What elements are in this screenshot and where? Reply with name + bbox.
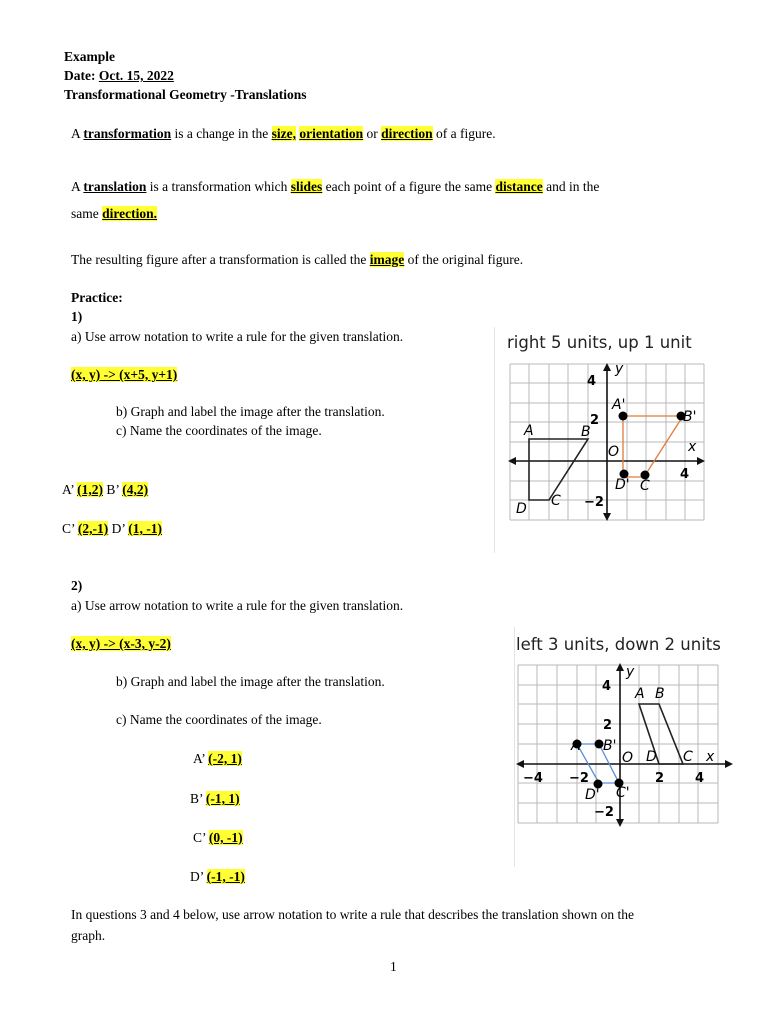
graph-2-label-C: C (683, 749, 693, 765)
graph-2-x-tick-neg4: −4 (523, 771, 543, 786)
graph-1-x-tick-4: 4 (680, 467, 690, 482)
graph-1-plot (495, 327, 719, 553)
graph-2-label-A: A (635, 686, 645, 702)
graph-1-y-tick-4: 4 (587, 374, 597, 389)
question-2-answer-c: C’ (0, -1) (193, 830, 243, 845)
graph-2-x-tick-2: 2 (655, 771, 665, 786)
doc-label: Example (64, 49, 116, 64)
graph-2-y-tick-2: 2 (603, 718, 613, 733)
question-2-part-a: a) Use arrow notation to write a rule for the given translation. (71, 598, 404, 613)
graph-2-y-tick-neg2: −2 (594, 805, 614, 820)
question-1-number: 1) (71, 309, 83, 324)
graph-1-label-D: D (516, 501, 527, 517)
instructions-line2: graph. (71, 928, 106, 943)
graph-2-x-tick-neg2: −2 (569, 771, 589, 786)
graph-2-title: left 3 units, down 2 units (516, 635, 721, 654)
graph-1-label-D-image: D' (615, 477, 630, 493)
graph-2-label-D-image: D' (585, 787, 600, 803)
question-1-rule: (x, y) -> (x+5, y+1) (71, 367, 178, 382)
question-2-answer-d: D’ (-1, -1) (190, 869, 245, 884)
question-1-answer-ab: A’ (1,2) B’ (4,2) (62, 482, 149, 497)
graph-2-label-A-image: A (571, 738, 581, 754)
graph-2-x-tick-4: 4 (695, 771, 705, 786)
definition-image: The resulting figure after a transformation is called the image of the original figure. (71, 252, 524, 267)
question-2-number: 2) (71, 578, 83, 593)
instructions-line1: In questions 3 and 4 below, use arrow notation to write a rule that describes the translation shown on the (71, 907, 634, 922)
graph-1-label-C: C (551, 493, 561, 509)
graph-2 (514, 627, 739, 867)
graph-1-y-tick-neg2: −2 (584, 495, 604, 510)
graph-1-label-A: A (524, 423, 534, 439)
graph-1-y-tick-2: 2 (590, 413, 600, 428)
graph-2-origin: O (622, 750, 634, 766)
doc-date: Date: Oct. 15, 2022 (64, 68, 174, 83)
question-1-part-c: c) Name the coordinates of the image. (116, 423, 322, 438)
graph-1-label-B: B (581, 424, 591, 440)
question-2-part-c: c) Name the coordinates of the image. (116, 712, 322, 727)
question-2-rule: (x, y) -> (x-3, y-2) (71, 636, 171, 651)
question-2-part-b: b) Graph and label the image after the translation. (116, 674, 385, 689)
graph-2-x-label: x (706, 749, 715, 765)
practice-heading: Practice: (71, 290, 123, 305)
doc-title: Transformational Geometry -Translations (64, 87, 307, 102)
graph-2-label-C-image: C' (616, 785, 630, 801)
definition-translation-line2: same direction. (71, 206, 157, 221)
definition-transformation: A transformation is a change in the size, orientation or direction of a figure. (71, 126, 496, 141)
definition-translation-line1: A translation is a transformation which slides each point of a figure the same distance and in the (71, 179, 600, 194)
question-2-answer-b: B’ (-1, 1) (190, 791, 240, 806)
graph-1-x-label: x (688, 439, 697, 455)
graph-1-y-label: y (615, 361, 624, 377)
graph-2-plot (515, 627, 739, 867)
graph-1 (494, 327, 719, 553)
graph-2-label-B: B (655, 686, 665, 702)
graph-1-label-A-image: A' (612, 397, 626, 413)
graph-1-title: right 5 units, up 1 unit (507, 333, 692, 352)
graph-1-label-C-image: C (640, 478, 650, 494)
graph-1-label-B-image: B' (683, 409, 697, 425)
question-1-part-b: b) Graph and label the image after the translation. (116, 404, 385, 419)
graph-2-label-B-image: B' (603, 738, 617, 754)
question-1-answer-cd: C’ (2,-1) D’ (1, -1) (62, 521, 162, 536)
question-2-answer-a: A’ (-2, 1) (193, 751, 242, 766)
question-1-part-a: a) Use arrow notation to write a rule for the given translation. (71, 329, 404, 344)
graph-1-origin: O (608, 444, 620, 460)
graph-2-y-label: y (626, 664, 635, 680)
graph-2-label-D: D (646, 749, 657, 765)
page-number: 1 (390, 959, 397, 974)
graph-2-y-tick-4: 4 (602, 679, 612, 694)
